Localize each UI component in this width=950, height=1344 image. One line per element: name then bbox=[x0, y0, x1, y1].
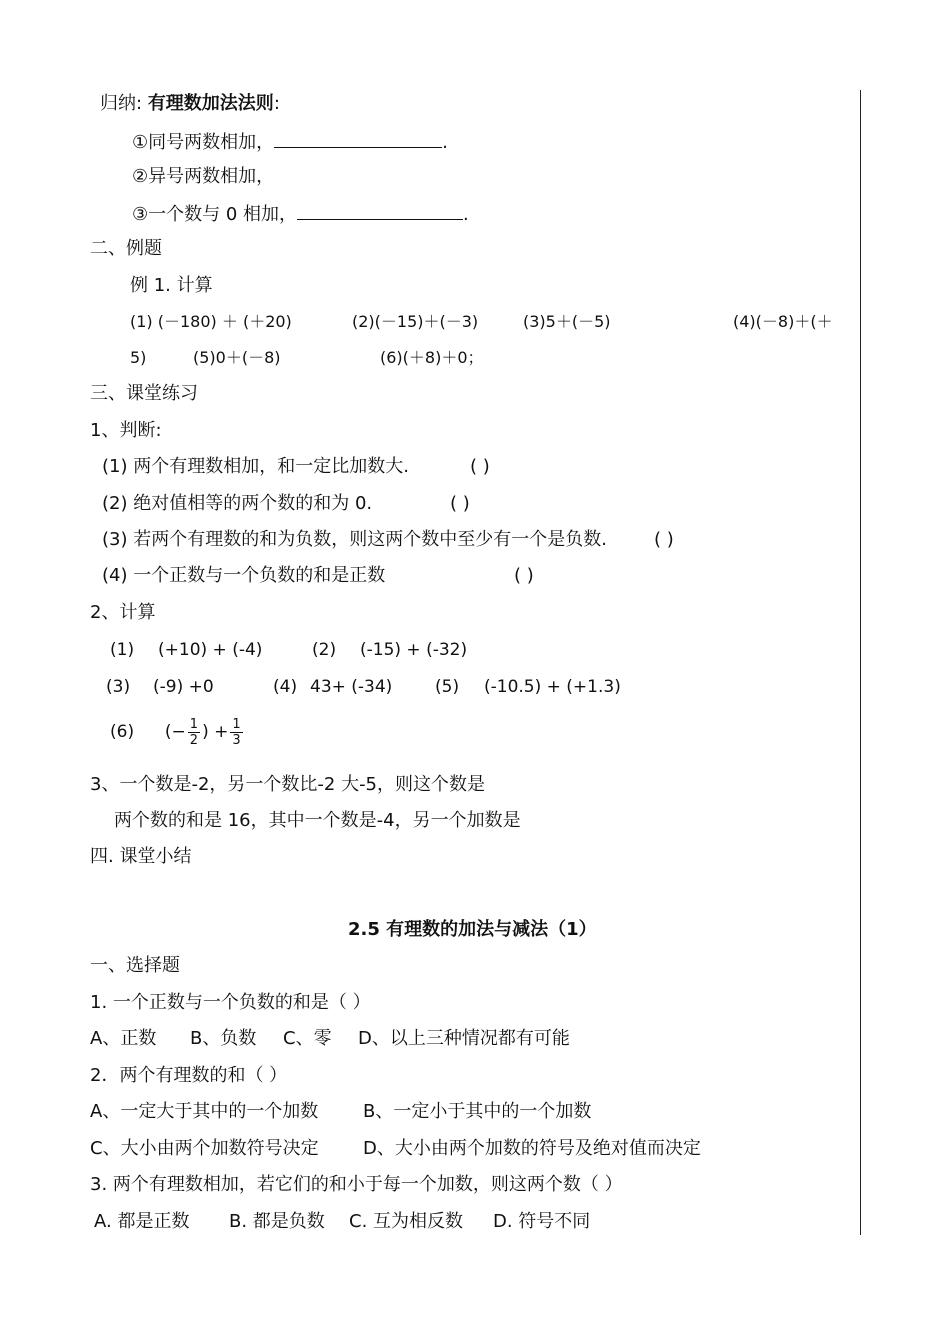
example-item: (1) (－180) ＋ (＋20) bbox=[130, 312, 292, 331]
judge-item-3: (3) 若两个有理数的和为负数，则这两个数中至少有一个是负数. bbox=[102, 529, 607, 550]
option-c[interactable]: C、大小由两个加数符号决定 bbox=[90, 1138, 319, 1159]
judge-item-1: (1) 两个有理数相加，和一定比加数大. bbox=[102, 456, 409, 477]
mc-question-2: 2．两个有理数的和（ ） bbox=[90, 1065, 288, 1086]
class-summary-heading: 四. 课堂小结 bbox=[90, 846, 192, 867]
example-item: (6)(＋8)＋0； bbox=[380, 348, 484, 367]
calc-label: (6) bbox=[110, 722, 135, 742]
rule-1 bbox=[132, 129, 448, 155]
rule-2-text: ②异号两数相加， bbox=[132, 166, 275, 187]
calc-expr: (-9) +0 bbox=[153, 677, 214, 697]
calc-label: (4) bbox=[273, 677, 298, 697]
judge-item-4: (4) 一个正数与一个负数的和是正数 bbox=[102, 565, 386, 586]
section-title: 2.5 有理数的加法与减法（1） bbox=[348, 919, 597, 940]
judge-paren-4[interactable]: ( ) bbox=[514, 565, 534, 586]
calc-label: (2) bbox=[312, 640, 337, 660]
practice-heading: 三、课堂练习 bbox=[90, 383, 198, 404]
option-b[interactable]: B. 都是负数 bbox=[229, 1211, 325, 1232]
calc-close: ) + bbox=[202, 722, 229, 742]
fraction-1 bbox=[188, 717, 200, 748]
judge-paren-2[interactable]: ( ) bbox=[450, 493, 470, 514]
option-b[interactable]: B、一定小于其中的一个加数 bbox=[363, 1101, 592, 1122]
rule-3-text: ③一个数与 0 相加， bbox=[132, 204, 298, 225]
calc-label: (1) bbox=[110, 640, 135, 660]
rule-1-end: . bbox=[442, 132, 448, 153]
example-1-title: 例 1. 计算 bbox=[130, 275, 213, 296]
judge-heading: 1、判断: bbox=[90, 420, 162, 441]
option-c[interactable]: C. 互为相反数 bbox=[349, 1211, 464, 1232]
example-item: 5) bbox=[130, 348, 147, 367]
calc-expr: (-15) + (-32) bbox=[360, 640, 468, 660]
option-a[interactable]: A. 都是正数 bbox=[94, 1211, 190, 1232]
option-a[interactable]: A、一定大于其中的一个加数 bbox=[90, 1101, 319, 1122]
fraction-1-numerator: 1 bbox=[189, 716, 199, 732]
summary-colon: : bbox=[273, 93, 280, 114]
example-item: (5)0＋(－8) bbox=[193, 348, 281, 367]
summary-label: 归纳: bbox=[100, 93, 143, 114]
fraction-2-numerator: 1 bbox=[232, 716, 241, 732]
example-item: (4)(－8)＋(＋ bbox=[733, 312, 833, 331]
option-b[interactable]: B、负数 bbox=[190, 1028, 257, 1049]
example-item: (3)5＋(－5) bbox=[523, 312, 611, 331]
option-d[interactable]: D、大小由两个加数的符号及绝对值而决定 bbox=[363, 1138, 701, 1159]
rule-2 bbox=[132, 165, 274, 189]
judge-paren-3[interactable]: ( ) bbox=[654, 529, 674, 550]
option-d[interactable]: D、以上三种情况都有可能 bbox=[358, 1028, 570, 1049]
calc-open: (− bbox=[164, 722, 186, 742]
fraction-2 bbox=[230, 717, 242, 748]
rule-3-end: . bbox=[463, 204, 469, 225]
option-c[interactable]: C、零 bbox=[283, 1028, 332, 1049]
right-margin-rule bbox=[860, 90, 861, 1235]
summary-line bbox=[100, 92, 280, 116]
mc-question-3: 3. 两个有理数相加，若它们的和小于每一个加数，则这两个数（ ） bbox=[90, 1174, 623, 1195]
rule-3 bbox=[132, 201, 469, 227]
fraction-1-denominator: 2 bbox=[189, 732, 199, 748]
calc-label: (3) bbox=[106, 677, 131, 697]
question-3-line-1: 3、一个数是-2，另一个数比-2 大-5，则这个数是 bbox=[90, 774, 486, 795]
question-3-line-2: 两个数的和是 16，其中一个数是-4，另一个加数是 bbox=[114, 810, 521, 831]
calc-expr: 43+ (-34) bbox=[310, 677, 393, 697]
rule-1-blank[interactable] bbox=[274, 129, 442, 148]
rule-1-text: ①同号两数相加， bbox=[132, 132, 275, 153]
option-a[interactable]: A、正数 bbox=[90, 1028, 157, 1049]
examples-heading: 二、例题 bbox=[90, 238, 162, 259]
judge-paren-1[interactable]: ( ) bbox=[470, 456, 490, 477]
rule-3-blank[interactable] bbox=[297, 201, 463, 220]
calc-expr: (-10.5) + (+1.3) bbox=[484, 677, 621, 697]
calc-heading: 2、计算 bbox=[90, 602, 156, 623]
fraction-2-denominator: 3 bbox=[232, 732, 241, 748]
calc-label: (5) bbox=[435, 677, 460, 697]
calc-item-6 bbox=[110, 712, 245, 752]
mc-heading: 一、选择题 bbox=[90, 955, 180, 976]
calc-expr: (+10) + (-4) bbox=[158, 640, 263, 660]
summary-title: 有理数加法法则 bbox=[147, 93, 274, 114]
judge-item-2: (2) 绝对值相等的两个数的和为 0. bbox=[102, 493, 373, 514]
mc-question-1: 1. 一个正数与一个负数的和是（ ） bbox=[90, 992, 371, 1013]
option-d[interactable]: D. 符号不同 bbox=[493, 1211, 591, 1232]
example-item: (2)(－15)＋(－3) bbox=[352, 312, 479, 331]
